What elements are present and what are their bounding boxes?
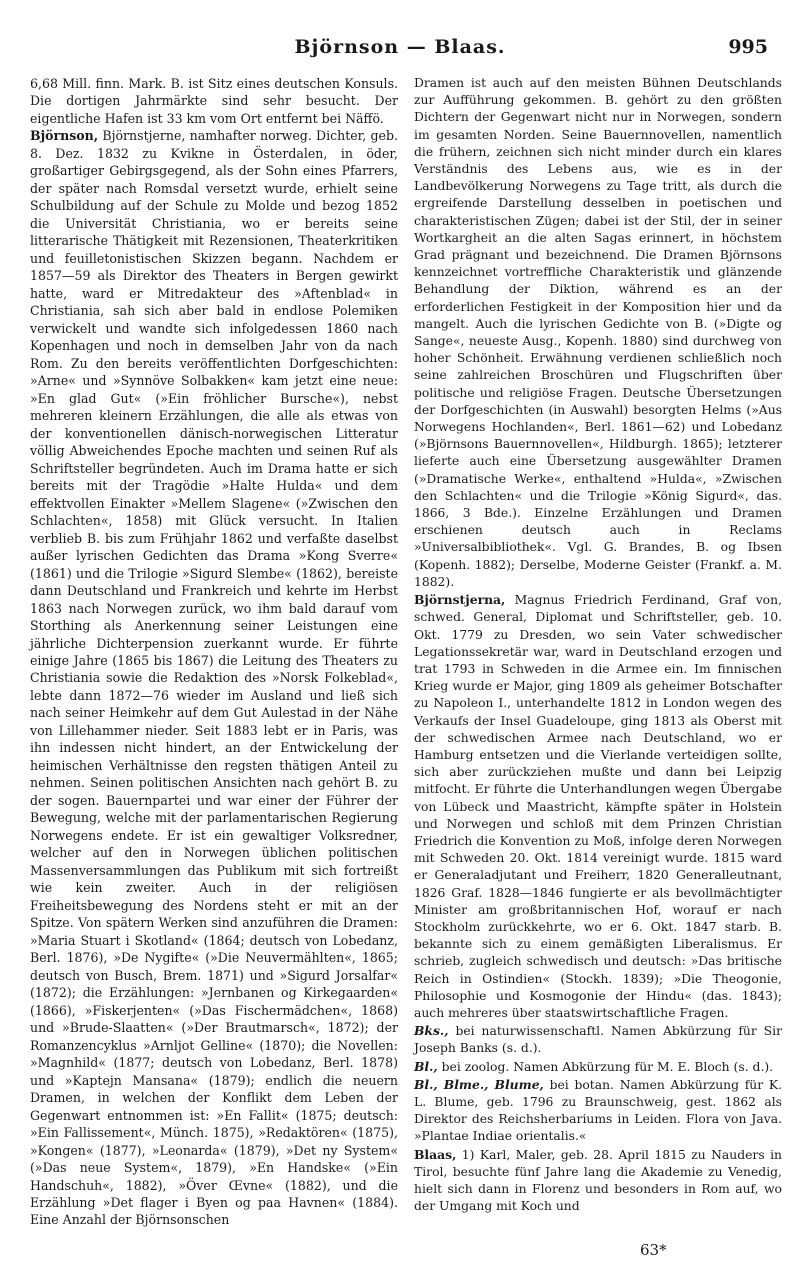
entry-text: Magnus Friedrich Ferdinand, Graf von, schwed. General, Diplomat und Schriftsteller, geb. 10. Okt. 1779 zu Dresden, wo sein Vater schwedischer Legationssekretär war, ward in Deutschland erzogen und trat 1793 in Schweden in die Armee ein. Im finnischen Krieg wurde er Major, ging 1809 als geheimer Botschafter zu Napoleon I., unterhandelte 1812 in London wegen des Verkaufs der Insel Guadeloupe, ging 1813 als Oberst mit der schwedischen Armee nach Deutschland, wo er Hamburg entsetzen und die Vierlande verteidigen sollte, sich aber zurückziehen mußte und dann bei Leipzig mitfocht. Er führte die Unterhandlungen wegen Übergabe von Lübeck und Maastricht, kämpfte später in Holstein und Norwegen und schloß mit dem Prinzen Christian Friedrich die Konvention zu Moß, infolge deren Norwegen mit Schweden 20. Okt. 1814 vereinigt wurde. 1815 ward er Generaladjutant und Freiherr, 1820 Generalleutnant, 1826 Graf. 1828—1846 fungierte er als bevollmächtigter Minister am großbritannischen Hof, worauf er nach Stockholm zurückkehrte, wo er 6. Okt. 1847 starb. B. bekannte sich zu einem gemäßigten Liberalismus. Er schrieb, zugleich schwedisch und deutsch: »Das britische Reich in Ostindien« (Stockh. 1839); »Die Theogonie, Philosophie und Kosmogonie der Hindu« (das. 1843); auch mehreres über staatswirtschaftliche Fragen. <box>414 593 782 1020</box>
entry-bl <box>414 1058 782 1076</box>
entry-text: bei botan. Namen Abkürzung für K. L. Blume, geb. 1796 zu Braunschweig, gest. 1862 als Direktor des Reichsherbariums in Leiden. Flora von Java. »Plantae Indiae orientalis.« <box>414 1077 782 1144</box>
entry-text: 6,68 Mill. finn. Mark. B. ist Sitz eines deutschen Konsuls. Die dortigen Jahrmärkte sind sehr besucht. Der eigentliche Hafen ist 33 km vom Ort entfernt bei Näffö. <box>30 76 398 126</box>
sheet-signature: 63* <box>640 1241 667 1259</box>
entry-headword: Bl., <box>414 1058 438 1074</box>
entry-text: bei naturwissenschaftl. Namen Abkürzung für Sir Joseph Banks (s. d.). <box>414 1024 782 1056</box>
entry-text: Björnstjerne, namhafter norweg. Dichter, geb. 8. Dez. 1832 zu Kvikne in Österdalen, in öder, großartiger Gebirgsgegend, als der Sohn eines Pfarrers, der später nach Romsdal versetzt wurde, erhielt seine Schulbildung auf der Schule zu Molde und bezog 1852 die Universität Christiania, wo er bereits seine litterarische Thätigkeit mit Rezensionen, Theaterkritiken und feuilletonistischen Skizzen begann. Nachdem er 1857—59 als Direktor des Theaters in Bergen gewirkt hatte, ward er Mitredakteur des »Aftenblad« in Christiania, sah sich aber bald in endlose Polemiken verwickelt und wandte sich infolgedessen 1860 nach Kopenhagen und noch in demselben Jahr von da nach Rom. Zu den bereits veröffentlichten Dorfgeschichten: »Arne« und »Synnöve Solbakken« kam jetzt eine neue: »En glad Gut« (»Ein fröhlicher Bursche«), nebst mehreren kleinern Erzählungen, die alle als etwas von der konventionellen dänisch-norwegischen Litteratur völlig Abweichendes Epoche machten und seinen Ruf als Schriftsteller begründeten. Auch im Drama hatte er sich bereits mit der Tragödie »Halte Hulda« und dem effektvollen Einakter »Mellem Slagene« (»Zwischen den Schlachten«, 1858) mit Glück versucht. In Italien verblieb B. bis zum Frühjahr 1862 und verfaßte daselbst außer lyrischen Gedichten das Drama »Kong Sverre« (1861) und die Trilogie »Sigurd Slembe« (1862), bereiste dann Deutschland und Frankreich und kehrte im Herbst 1863 nach Norwegen zurück, wo ihm bald darauf vom Storthing als Anerkennung seiner Leistungen eine jährliche Dichterpension zuerkannt wurde. Er führte einige Jahre (1865 bis 1867) die Leitung des Theaters zu Christiania sowie die Redaktion des »Norsk Folkeblad«, lebte dann 1872—76 wieder im Ausland und ließ sich nach seiner Heimkehr auf dem Gut Aulestad in der Nähe von Lillehammer nieder. Seit 1883 lebt er in Paris, was ihn indessen nicht hindert, an der Entwickelung der heimischen Verhältnisse den regsten thätigen Anteil zu nehmen. Seinen politischen Ansichten nach gehört B. zu der sogen. Bauernpartei und war einer der Führer der Bewegung, welche mit der parlamentarischen Regierung Norwegens endete. Er ist ein gewaltiger Volksredner, welcher auf den in Norwegen üblichen politischen Massenversammlungen das Publikum mit sich fortreißt wie kein zweiter. Auch in der religiösen Freiheitsbewegung des Nordens steht er mit an der Spitze. Von spätern Werken sind anzuführen die Dramen: »Maria Stuart i Skotland« (1864; deutsch von Lobedanz, Berl. 1876), »De Nygifte« (»Die Neuvermählten«, 1865; deutsch von Busch, Brem. 1871) und »Sigurd Jorsalfar« (1872); die Erzählungen: »Jernbanen og Kirkegaarden« (1866), »Fiskerjenten« (»Das Fischermädchen«, 1868) und »Brude-Slaatten« (»Der Brautmarsch«, 1872); der Romanzencyklus »Arnljot Gelline« (1870); die Novellen: »Magnhild« (1877; deutsch von Lobedanz, Berl. 1878) und »Kaptejn Mansana« (1879); endlich die neuern Dramen, in welchen der Konflikt dem Leben der Gegenwart entnommen ist: »En Fallit« (1875; deutsch: »Ein Fallissement«, Münch. 1875), »Redaktören« (1875), »Kongen« (1877), »Leonarda« (1879), »Det ny System« (»Das neue System«, 1879), »En Handske« (»Ein Handschuh«, 1882), »Över Œvne« (1882), und die Erzählung »Det flager i Byen og paa Havnen« (1884). Eine Anzahl der Björnsonschen <box>30 128 398 1228</box>
entry-headword: Bks., <box>414 1023 449 1039</box>
entry-bks <box>414 1022 782 1057</box>
entry-text: Dramen ist auch auf den meisten Bühnen Deutschlands zur Aufführung gekommen. B. gehört zu den größten Dichtern der Gegenwart nicht nur in Norwegen, sondern im gesamten Norden. Seine Bauernnovellen, namentlich die frühern, zeichnen sich nicht minder durch ein klares Verständnis des Lebens aus, wie es in der Landbevölkerung Norwegens zu Tage tritt, als durch die ergreifende Darstellung desselben in poetischen und charakteristischen Zügen; dabei ist der Stil, der in seiner Wortkargheit an die alten Sagas erinnert, in höchstem Grad prägnant und bezeichnend. Die Dramen Björnsons kennzeichnet vortreffliche Charakteristik und glänzende Behandlung der Diktion, während es an der erforderlichen Festigkeit in der Komposition hier und da mangelt. Auch die lyrischen Gedichte von B. (»Digte og Sange«, neueste Ausg., Kopenh. 1880) sind durchweg von hoher Schönheit. Erwähnung verdienen schließlich noch seine zahlreichen Broschüren und Flugschriften über politische und religiöse Fragen. Deutsche Übersetzungen der Dorfgeschichten (in Auswahl) besorgten Helms (»Aus Norwegens Hochlanden«, Berl. 1861—62) und Lobedanz (»Björnsons Bauernnovellen«, Hildburgh. 1865); letzterer lieferte auch eine Übersetzung ausgewählter Dramen (»Dramatische Werke«, enthaltend »Hulda«, »Zwischen den Schlachten« und die Trilogie »König Sigurd«, das. 1866, 3 Bde.). Einzelne Erzählungen und Dramen erschienen deutsch auch in Reclams »Universalbibliothek«. Vgl. G. Brandes, B. og Ibsen (Kopenh. 1882); Derselbe, Moderne Geister (Frankf. a. M. 1882). <box>414 76 782 589</box>
entry-bjoernson <box>30 127 398 1229</box>
entry-blume <box>414 1076 782 1146</box>
left-column <box>30 75 398 1229</box>
entry-headword: Bl., Blme., Blume, <box>414 1076 544 1092</box>
right-column <box>414 75 782 1215</box>
entry-text: bei zoolog. Namen Abkürzung für M. E. Bloch (s. d.). <box>437 1059 774 1074</box>
entry-headword: Björnson, <box>30 128 99 144</box>
page-number: 995 <box>728 36 768 58</box>
entry-text: 1) Karl, Maler, geb. 28. April 1815 zu Nauders in Tirol, besuchte fünf Jahre lang die Akademie zu Venedig, hielt sich dann in Florenz und besonders in Rom auf, wo der Umgang mit Koch und <box>414 1147 782 1214</box>
entry-paragraph <box>414 75 782 591</box>
entry-bjoernstjerna <box>414 591 782 1022</box>
page-header <box>0 36 800 60</box>
running-title: Björnson — Blaas. <box>294 36 506 58</box>
entry-blaas <box>414 1146 782 1216</box>
entry-headword: Björnstjerna, <box>414 592 506 608</box>
entry-paragraph <box>30 75 398 127</box>
entry-headword: Blaas, <box>414 1146 457 1162</box>
